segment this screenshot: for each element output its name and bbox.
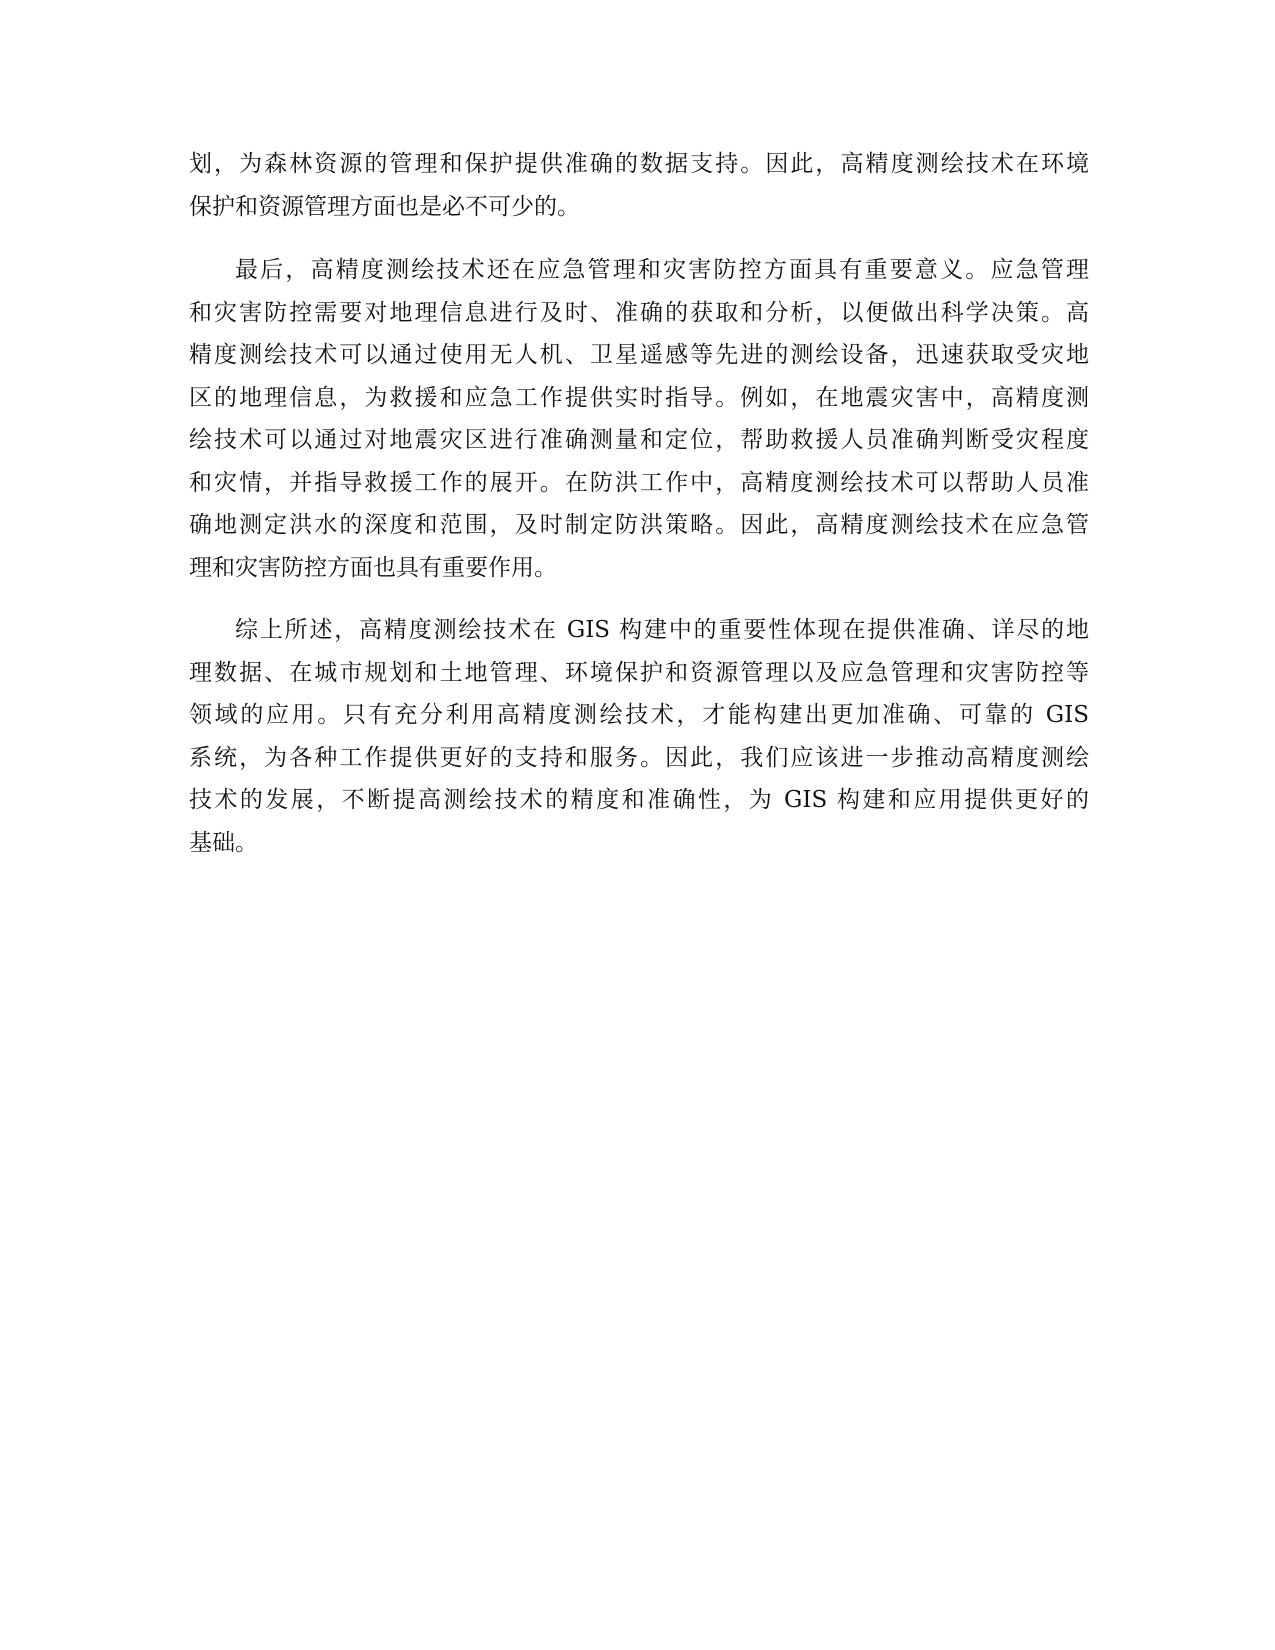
text-line: 理数据、在城市规划和土地管理、环境保护和资源管理以及应急管理和灾害防控等 [189, 659, 1089, 686]
text-line: 系统，为各种工作提供更好的支持和服务。因此，我们应该进一步推动高精度测绘 [189, 744, 1089, 771]
text-line: 区的地理信息，为救援和应急工作提供实时指导。例如，在地震灾害中，高精度测 [189, 384, 1089, 411]
text-line: 和灾害防控需要对地理信息进行及时、准确的获取和分析，以便做出科学决策。高 [189, 299, 1089, 326]
text-line: 最后，高精度测绘技术还在应急管理和灾害防控方面具有重要意义。应急管理 [235, 257, 1089, 283]
text-line: 领域的应用。只有充分利用高精度测绘技术，才能构建出更加准确、可靠的 GIS [189, 702, 1089, 728]
text-line: 综上所述，高精度测绘技术在 GIS 构建中的重要性体现在提供准确、详尽的地 [235, 617, 1089, 643]
paragraph-conclusion [189, 609, 1089, 864]
text-line: 和灾情，并指导救援工作的展开。在防洪工作中，高精度测绘技术可以帮助人员准 [189, 469, 1089, 496]
text-line: 绘技术可以通过对地震灾区进行准确测量和定位，帮助救援人员准确判断受灾程度 [189, 427, 1089, 453]
text-line: 基础。 [189, 829, 258, 856]
text-line: 精度测绘技术可以通过使用无人机、卫星遥感等先进的测绘设备，迅速获取受灾地 [189, 342, 1089, 368]
text-line: 技术的发展，不断提高测绘技术的精度和准确性，为 GIS 构建和应用提供更好的 [189, 787, 1089, 813]
text-line: 划，为森林资源的管理和保护提供准确的数据支持。因此，高精度测绘技术在环境 [189, 151, 1089, 177]
document-body [189, 143, 1089, 884]
paragraph-emergency-management [189, 249, 1089, 589]
text-line: 理和灾害防控方面也具有重要作用。 [189, 554, 557, 581]
paragraph-environment-continuation [189, 143, 1089, 228]
text-line: 确地测定洪水的深度和范围，及时制定防洪策略。因此，高精度测绘技术在应急管 [189, 512, 1089, 538]
text-line: 保护和资源管理方面也是必不可少的。 [189, 193, 580, 220]
